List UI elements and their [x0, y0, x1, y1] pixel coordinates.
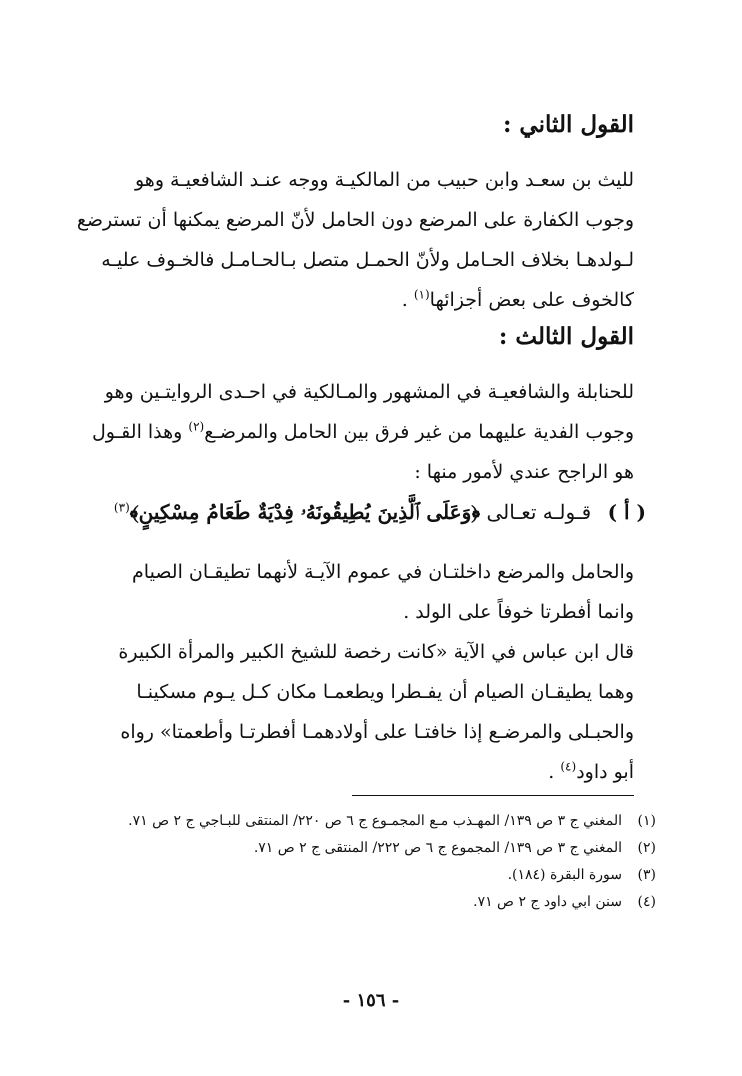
text-line: [74, 752, 634, 792]
text-fragment: وهذا القـول: [92, 421, 183, 443]
footnote-number: (٢): [637, 840, 656, 856]
text-line: هو الراجح عندي لأمور منها :: [414, 461, 634, 483]
text-fragment: .: [401, 289, 408, 311]
text-line: وانما أفطرتا خوفاً على الولد .: [403, 601, 634, 623]
text-line: قال ابن عباس في الآية «كانت رخصة للشيخ الكبير والمرأة الكبيرة: [118, 641, 634, 663]
footnote-item: [66, 835, 656, 862]
footnote-text: المغني ج ٣ ص ١٣٩/ المجموع ج ٦ ص ٢٢٢/ المنتقى ج ٢ ص ٧١.: [253, 840, 622, 856]
footnote-ref-4[interactable]: (٤): [560, 759, 577, 774]
text-line: لليث بن سعـد وابن حبيب من المالكيـة ووجه عنـد الشافعيـة وهو: [134, 169, 634, 191]
footnote-number: (٣): [637, 867, 656, 883]
verse-line: [66, 492, 646, 532]
list-marker: ( أ ): [607, 500, 646, 524]
section-heading-third-opinion: القول الثالث :: [498, 323, 634, 350]
text-line: والحبـلى والمرضـع إذا خافتـا على أولادهمـا أفطرتـا وأطعمتا» رواه: [120, 721, 634, 743]
text-line: وهما يطيقـان الصيام أن يفـطرا ويطعمـا مكان كـل يـوم مسكينـا: [136, 681, 634, 703]
footnote-separator: [352, 795, 634, 796]
text-line: [74, 412, 634, 452]
footnote-item: [66, 808, 656, 835]
text-line: [74, 280, 634, 320]
footnote-text: سنن ابي داود ج ٢ ص ٧١.: [473, 894, 622, 910]
paragraph-evidence: [74, 552, 634, 792]
text-line: وجوب الكفارة على المرضع دون الحامل لأنّ المرضع يمكنها أن تسترضع: [76, 209, 634, 231]
footnote-number: (١): [637, 813, 656, 829]
footnote-number: (٤): [637, 894, 656, 910]
text-fragment: .: [548, 761, 555, 783]
text-line: لـولدهـا بخلاف الحـامل ولأنّ الحمـل متصل بـالحـامـل فالخـوف عليـه: [101, 249, 634, 271]
footnote-ref-1[interactable]: (١): [413, 287, 430, 302]
text-line: والحامل والمرضع داخلتـان في عموم الآيـة لأنهما تطيقـان الصيام: [132, 561, 634, 583]
footnote-item: [66, 862, 656, 889]
text-fragment: كالخوف على بعض أجزائها: [429, 289, 634, 311]
verse-intro: قـولـه تعـالى: [486, 500, 592, 524]
section-heading-second-opinion: القول الثاني :: [502, 111, 634, 138]
quran-verse: ﴿وَعَلَى ٱلَّذِينَ يُطِيقُونَهُۥ فِدْيَةٌ طَعَامُ مِسْكِينٍ﴾: [129, 500, 481, 524]
text-fragment: أبو داود: [576, 761, 634, 783]
page-number: - ١٥٦ -: [342, 990, 400, 1011]
footnote-item: [66, 889, 656, 916]
footnote-ref-3[interactable]: (٣): [113, 500, 130, 515]
footnotes-list: [66, 808, 656, 916]
text-line: للحنابلة والشافعيـة في المشهور والمـالكية في احـدى الروايتـين وهو: [104, 381, 634, 403]
footnote-text: المغني ج ٣ ص ١٣٩/ المهـذب مـع المجمـوع ج ٦ ص ٢٢٠/ المنتقى للبـاجي ج ٢ ص ٧١.: [128, 813, 622, 829]
text-fragment: وجوب الفدية عليهما من غير فرق بين الحامل والمرضـع: [204, 421, 634, 443]
paragraph-third-opinion: [74, 372, 634, 492]
footnote-ref-2[interactable]: (٢): [188, 419, 205, 434]
paragraph-second-opinion: [74, 160, 634, 320]
footnote-text: سورة البقرة (١٨٤).: [507, 867, 622, 883]
